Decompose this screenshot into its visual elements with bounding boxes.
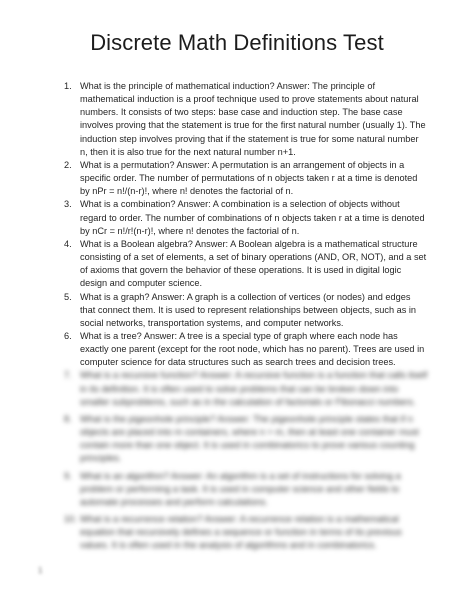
item-number: 8. bbox=[64, 413, 72, 424]
list-item bbox=[48, 330, 428, 369]
list-item bbox=[48, 238, 428, 291]
item-number: 10. bbox=[64, 514, 77, 524]
item-text: What is a permutation? Answer: A permutation is an arrangement of objects in a specific order. The number of permutations of n objects taken r at a time is denoted by nPr = n!/(n-r)!, where n! denotes the factorial of n. bbox=[80, 159, 418, 197]
list-item bbox=[48, 470, 428, 509]
page-title: Discrete Math Definitions Test bbox=[90, 30, 384, 55]
item-text: What is a recursive function? Answer: A recursive function is a function that calls itself in its definition. It is often used to solve problems that can be broken down into smaller subproblems, such as in the calculation of factorials or Fibonacci numbers. bbox=[80, 370, 428, 407]
blurred-section bbox=[48, 369, 428, 552]
item-number: 4. bbox=[64, 238, 72, 249]
list-item bbox=[48, 159, 428, 198]
question-list bbox=[48, 80, 428, 556]
list-item bbox=[48, 413, 428, 466]
list-item bbox=[48, 291, 428, 330]
item-number: 1. bbox=[64, 81, 72, 91]
list-item bbox=[48, 198, 428, 237]
item-text: What is an algorithm? Answer: An algorithm is a set of instructions for solving a problem or performing a task. It is used in computer science and other fields to automate processes and perform calculations. bbox=[80, 470, 401, 507]
item-number: 9. bbox=[64, 470, 72, 481]
list-item bbox=[48, 80, 428, 159]
item-number: 7. bbox=[64, 370, 72, 381]
item-number: 5. bbox=[64, 291, 72, 302]
item-text: What is a recurrence relation? Answer: A recurrence relation is a mathematical equation that recursively defines a sequence or function in terms of its previous values. It is often used in the analysis of algorithms and in combinatorics. bbox=[80, 514, 402, 551]
item-number: 2. bbox=[64, 159, 72, 170]
item-number: 3. bbox=[64, 199, 72, 210]
page-number: 1 bbox=[38, 566, 43, 575]
item-text: What is a Boolean algebra? Answer: A Boolean algebra is a mathematical structure consisting of a set of elements, a set of binary operations (AND, OR, NOT), and a set of axioms that govern the behavior of these operations. It is used in digital logic design and computer science. bbox=[80, 238, 427, 289]
list-item bbox=[48, 369, 428, 408]
item-text: What is the pigeonhole principle? Answer: The pigeonhole principle states that if n objects are placed into m containers, where n > m, then at least one container must contain more than one object. It is used in combinatorics to prove various counting principles. bbox=[80, 413, 419, 464]
item-text: What is a graph? Answer: A graph is a collection of vertices (or nodes) and edges that connect them. It is used to represent relationships between objects, such as in social networks, transportation systems, and computer networks. bbox=[80, 291, 417, 328]
item-text: What is the principle of mathematical induction? Answer: The principle of mathematical induction is a proof technique used to prove statements about natural numbers. It consists of two steps: base case and induction step. The base case involves proving that the statement is true for the first natural number (usually 1). The induction step involves proving that if the statement is true for some natural number n, then it is also true for the next natural number n+1. bbox=[80, 81, 426, 157]
list-item bbox=[48, 513, 428, 552]
item-text: What is a combination? Answer: A combination is a selection of objects without regard to order. The number of combinations of n objects taken r at a time is denoted by nCr = n!/r!(n-r)!, where n! denotes the factorial of n. bbox=[80, 199, 425, 236]
item-number: 6. bbox=[64, 330, 72, 341]
item-text: What is a tree? Answer: A tree is a special type of graph where each node has exactly one parent (except for the root node, which has no parent). Trees are used in computer science for data structures such as search trees and decision trees. bbox=[80, 330, 425, 368]
